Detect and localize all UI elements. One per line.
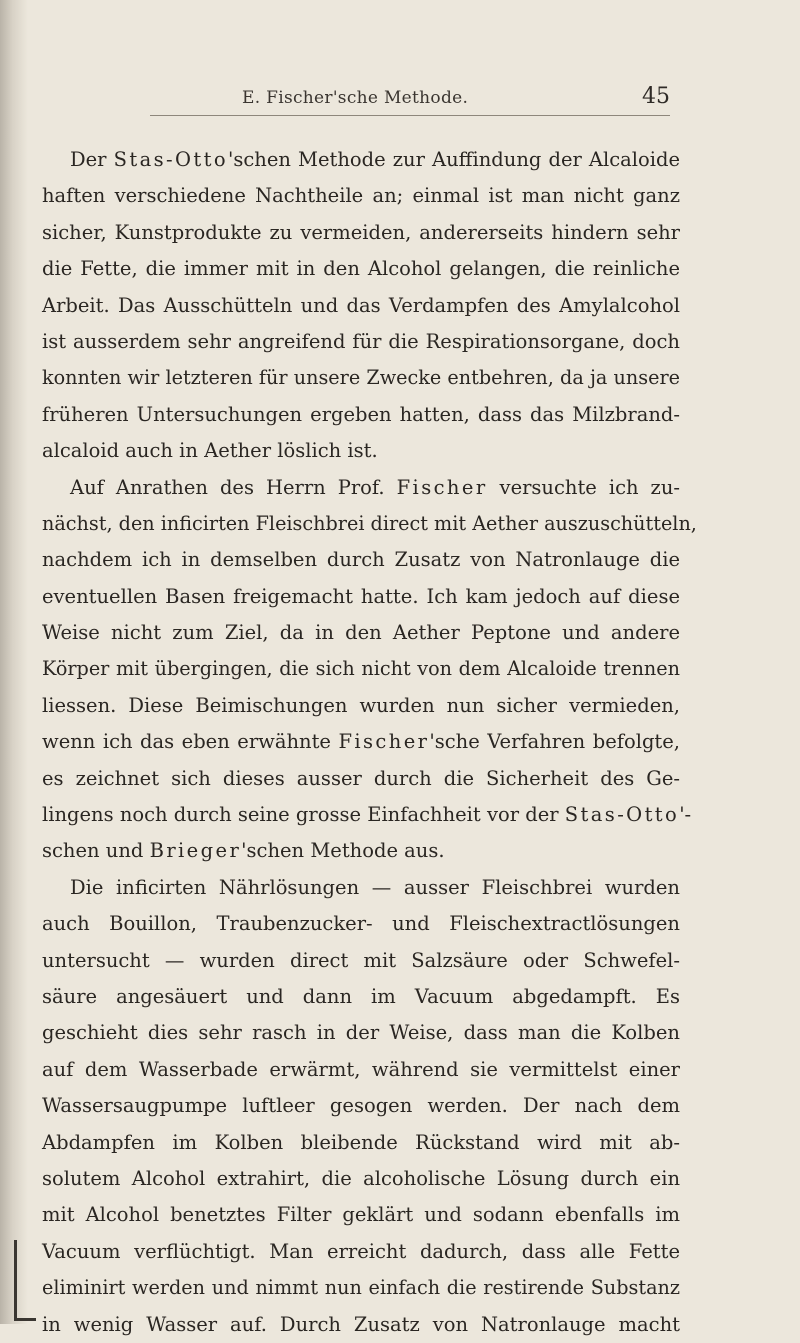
text-line: Weise nicht zum Ziel, da in den Aether Peptone und andere [42, 621, 680, 645]
text-line: Abdampfen im Kolben bleibende Rückstand wird mit ab- [42, 1130, 680, 1154]
scan-page-edge-mark [14, 1240, 17, 1320]
text-line: Der Stas-Otto'schen Methode zur Auffindung der Alcaloide [70, 148, 680, 171]
text-line: sicher, Kunstprodukte zu vermeiden, andererseits hindern sehr [42, 220, 680, 244]
header-rule [150, 115, 670, 116]
author-name-brieger: Brieger [149, 839, 242, 863]
text-line: alcaloid auch in Aether löslich ist. [42, 439, 378, 463]
text-line: Die inficirten Nährlösungen — ausser Fleischbrei wurden [70, 875, 680, 899]
text-line: mit Alcohol benetztes Filter geklärt und sodann ebenfalls im [42, 1203, 680, 1227]
scan-page-corner-mark [14, 1318, 36, 1321]
text-line: nächst, den inficirten Fleischbrei direct mit Aether auszuschütteln, [42, 511, 697, 535]
text-line: früheren Untersuchungen ergeben hatten, dass das Milzbrand- [42, 402, 680, 426]
text-line: Arbeit. Das Ausschütteln und das Verdampfen des Amylalcohol [42, 293, 680, 317]
page-number: 45 [642, 84, 670, 109]
author-name-stas-otto: Stas-Otto [113, 148, 228, 171]
text-line: eliminirt werden und nimmt nun einfach die restirende Substanz [42, 1276, 680, 1300]
running-head: E. Fischer'sche Methode. [242, 88, 469, 108]
body-text [42, 142, 697, 1343]
text-line: nachdem ich in demselben durch Zusatz von Natronlauge die [42, 548, 680, 572]
text-line: untersucht — wurden direct mit Salzsäure oder Schwefel- [42, 948, 680, 972]
text-line: Körper mit übergingen, die sich nicht von dem Alcaloide trennen [42, 657, 680, 681]
author-name-stas-otto: Stas-Otto [564, 803, 680, 827]
text-line: Auf Anrathen des Herrn Prof. Fischer versuchte ich zu- [70, 475, 680, 499]
text-line: es zeichnet sich dieses ausser durch die Sicherheit des Ge- [42, 766, 680, 790]
text-line: liessen. Diese Beimischungen wurden nun sicher vermieden, [42, 693, 680, 717]
text-line: auf dem Wasserbade erwärmt, während sie vermittelst einer [42, 1057, 680, 1081]
text-line: Vacuum verflüchtigt. Man erreicht dadurch, dass alle Fette [42, 1239, 680, 1263]
text-line: ist ausserdem sehr angreifend für die Respirationsorgane, doch [42, 329, 680, 353]
text-line: auch Bouillon, Traubenzucker- und Fleischextractlösungen [42, 912, 680, 936]
text-line: konnten wir letzteren für unsere Zwecke entbehren, da ja unsere [42, 366, 680, 390]
text-line: haften verschiedene Nachtheile an; einmal ist man nicht ganz [42, 184, 680, 208]
text-line: schen und Brieger'schen Methode aus. [42, 839, 445, 863]
text-line: Wassersaugpumpe luftleer gesogen werden. Der nach dem [42, 1094, 680, 1118]
text-line: die Fette, die immer mit in den Alcohol gelangen, die reinliche [42, 257, 680, 281]
author-name-fischer: Fischer [396, 475, 488, 499]
text-line: eventuellen Basen freigemacht hatte. Ich kam jedoch auf diese [42, 584, 680, 608]
text-line: solutem Alcohol extrahirt, die alcoholische Lösung durch ein [42, 1166, 680, 1190]
page-header [150, 84, 670, 116]
text-line: säure angesäuert und dann im Vacuum abgedampft. Es [42, 984, 680, 1008]
text-line: wenn ich das eben erwähnte Fischer'sche Verfahren befolgte, [42, 730, 680, 754]
text-line: in wenig Wasser auf. Durch Zusatz von Natronlauge macht [42, 1312, 680, 1336]
text-line: lingens noch durch seine grosse Einfachheit vor der Stas-Otto'- [42, 803, 692, 827]
author-name-fischer: Fischer [338, 730, 430, 754]
text-line: geschieht dies sehr rasch in der Weise, dass man die Kolben [42, 1021, 680, 1045]
scan-binding-shadow [0, 0, 28, 1324]
